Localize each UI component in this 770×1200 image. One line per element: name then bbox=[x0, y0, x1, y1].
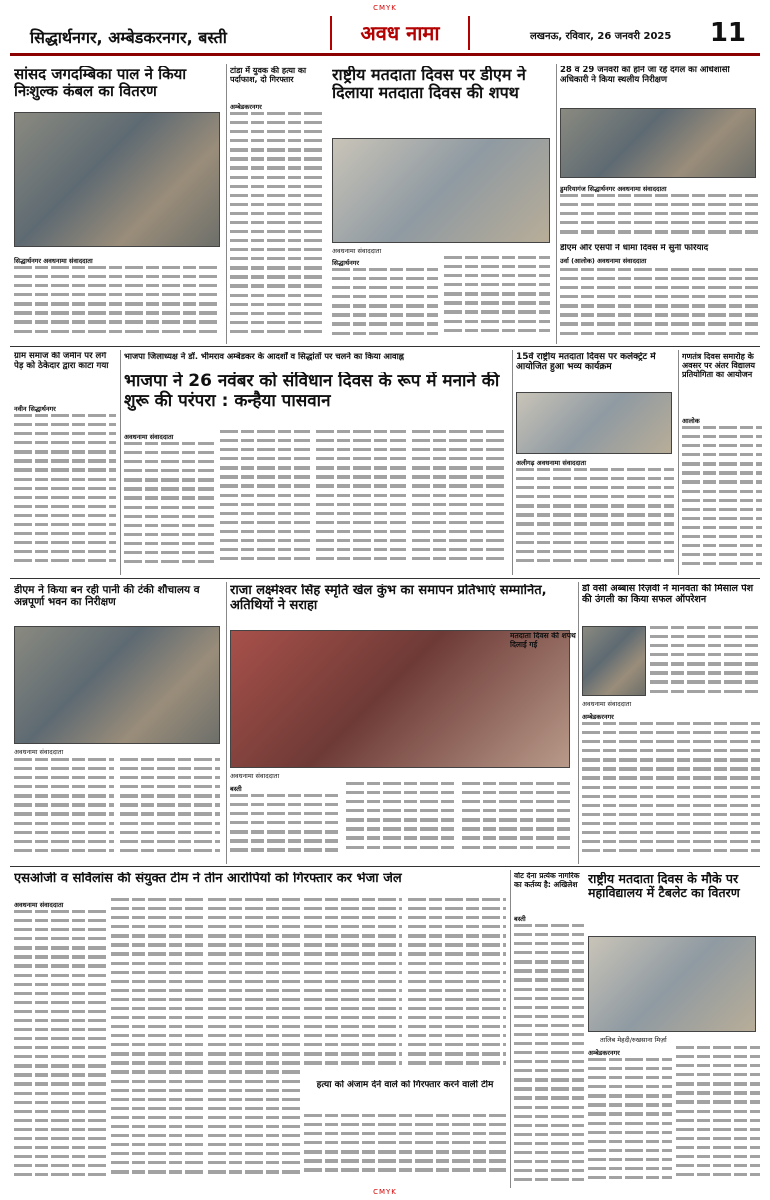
photo-oath-ceremony bbox=[332, 138, 550, 243]
article-voter-day-collectorate bbox=[516, 352, 676, 392]
byline: बस्ती bbox=[514, 915, 526, 923]
byline: अम्बेडकरनगर bbox=[230, 103, 262, 111]
issue-date: लखनऊ, रविवार, 26 जनवरी 2025 bbox=[530, 31, 672, 42]
headline: टांडा में युवक की हत्या का पर्दाफाश, दो गिरफ्तार bbox=[230, 66, 307, 85]
byline: आलोक bbox=[682, 417, 700, 425]
headline: एसओजी व सर्विलांस की संयुक्त टीम ने तीन आरोपियों को गिरफ्तार कर भेजा जेल bbox=[14, 872, 402, 886]
photo-caption: अवधनामा संवाददाता bbox=[332, 247, 382, 255]
article-murder-case bbox=[230, 66, 325, 98]
article-dangal-inspection bbox=[560, 66, 760, 108]
cmyk-mark-footer: CMYK bbox=[373, 1188, 397, 1196]
photo-caption: तालिब मेहदी/रुखसाना मिर्ज़ा bbox=[600, 1036, 667, 1044]
article-vote-duty bbox=[514, 872, 584, 910]
headline: गणतंत्र दिवस समारोह के अवसर पर अंतर विद्यालय प्रतियोगिता का आयोजन bbox=[682, 352, 756, 380]
article-mp-blanket bbox=[14, 66, 222, 108]
byline: उर्वा (आलोक) अवधनामा संवाददाता bbox=[560, 256, 647, 265]
edition-title: सिद्धार्थनगर, अम्बेडकरनगर, बस्ती bbox=[30, 28, 227, 47]
cmyk-mark: CMYK bbox=[373, 4, 397, 12]
photo-caption: अवधनामा संवाददाता bbox=[230, 772, 280, 780]
article-republic-day-competition bbox=[682, 352, 762, 412]
article-bjp-constitution bbox=[124, 372, 508, 428]
photo-inspection bbox=[560, 108, 756, 178]
photo-caption: अवधनामा संवाददाता bbox=[14, 748, 64, 756]
article-water-tank bbox=[14, 584, 224, 624]
article-dr-wasi-operation bbox=[582, 584, 760, 624]
photo-blanket-distribution bbox=[14, 112, 220, 247]
headline: राष्ट्रीय मतदाता दिवस के मौके पर महाविद्यालय में टैबलेट का वितरण bbox=[588, 872, 740, 901]
article-arrest-team bbox=[304, 1080, 506, 1112]
byline: सिद्धार्थनगर bbox=[332, 259, 360, 267]
byline: डुमरियागंज सिद्धार्थनगर अवधनामा संवाददाता bbox=[560, 185, 667, 193]
headline: वोट देना प्रत्येक नागरिक का कर्तव्य है: अखिलेश bbox=[514, 872, 580, 889]
headline: मतदाता दिवस की शपथ दिलाई गई bbox=[510, 632, 576, 649]
kicker: भाजपा जिलाध्यक्ष ने डॉ. भीमराव अम्बेडकर के आदर्शों व सिद्धांतों पर चलने का किया आवाह्न bbox=[124, 352, 404, 361]
newspaper-logo: अवध नामा bbox=[330, 16, 470, 50]
headline: डीएम ने किया बन रही पानी की टंकी शौचालय व अन्नपूर्णा भवन का निरीक्षण bbox=[14, 584, 200, 609]
headline: 15वें राष्ट्रीय मतदाता दिवस पर कलेक्ट्रेट में आयोजित हुआ भव्य कार्यक्रम bbox=[516, 352, 656, 373]
masthead bbox=[10, 14, 760, 56]
headline: राजा लक्ष्मेश्वर सिंह स्मृति खेल कुंभ का समापन प्रतिभाएं सम्मानित, अतिथियों ने सराहा bbox=[230, 584, 547, 613]
byline: अवधनामा संवाददाता bbox=[124, 433, 174, 441]
photo-doctor bbox=[582, 626, 646, 696]
byline: नवीन सिद्धार्थनगर bbox=[14, 405, 56, 413]
photo-caption: अवधनामा संवाददाता bbox=[582, 700, 632, 708]
article-tree-cut bbox=[14, 352, 116, 400]
byline: अम्बेडकरनगर bbox=[582, 713, 614, 721]
byline: अम्बेडकरनगर bbox=[588, 1049, 620, 1057]
headline: ग्राम समाज की जमीन पर लगे पेड़ को ठेकेदार द्वारा काटा गया bbox=[14, 352, 109, 371]
headline: सांसद जगदम्बिका पाल ने किया निःशुल्क कंबल का वितरण bbox=[14, 66, 187, 101]
headline: डॉ वसी अब्बास रिज़वी ने मानवता की मिसाल पेश की उंगली का किया सफल ऑपरेशन bbox=[582, 584, 754, 605]
article-bjp-kicker bbox=[124, 352, 508, 370]
byline: सिद्धार्थनगर अवधनामा संवाददाता bbox=[14, 257, 93, 265]
byline: अवधनामा संवाददाता bbox=[14, 901, 64, 909]
article-voter-oath bbox=[510, 632, 576, 664]
headline: राष्ट्रीय मतदाता दिवस पर डीएम ने दिलाया मतदाता दिवस की शपथ bbox=[332, 66, 526, 103]
byline: बस्ती bbox=[230, 785, 242, 793]
photo-dm-inspection bbox=[14, 626, 220, 744]
page-number: 11 bbox=[709, 18, 746, 48]
headline: डीएम और एसपी ने धामा दिवस में सुनी फरियाद bbox=[560, 244, 709, 253]
photo-tablet-distribution bbox=[588, 936, 756, 1032]
article-khel-kumbh bbox=[230, 584, 574, 628]
photo-caption: अलीगढ़ अवधनामा संवाददाता bbox=[516, 459, 587, 467]
headline: हत्या को अंजाम देने वाले को गिरफ्तार करने वाली टीम bbox=[316, 1080, 494, 1090]
article-sog-arrest bbox=[14, 872, 508, 894]
article-tablet-distribution bbox=[588, 872, 760, 934]
article-dm-oath bbox=[332, 66, 554, 136]
headline: भाजपा ने 26 नवंबर को संविधान दिवस के रूप में मनाने की शुरू की परंपरा : कन्हैया पासवान bbox=[124, 372, 500, 411]
article-dm-sp-complaints bbox=[560, 244, 758, 342]
photo-collectorate-event bbox=[516, 392, 672, 454]
headline: 28 व 29 जनवरी को होने जा रहे दंगल का अधिशासी अधिकारी ने किया स्थलीय निरीक्षण bbox=[560, 66, 730, 85]
